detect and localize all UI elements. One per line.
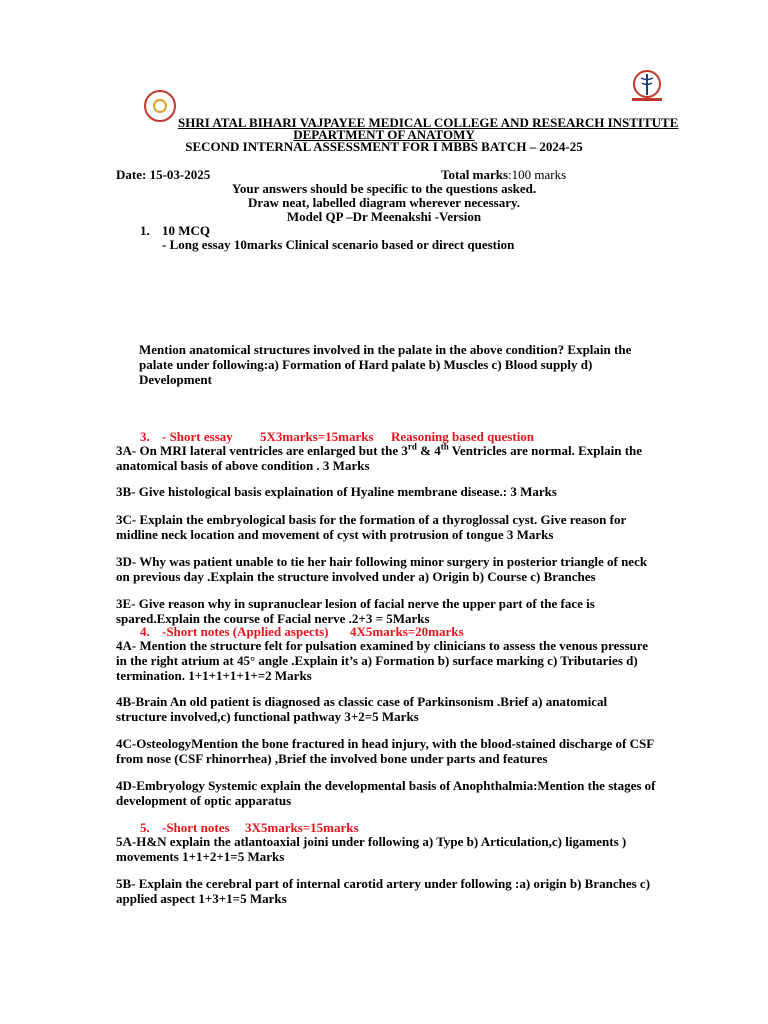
question-5a: 5A-H&N explain the atlantoaxial joini under following a) Type b) Articulation,c) ligaments ) movements 1+1+2+1=5 Marks [116,834,627,864]
karnataka-emblem-logo [144,90,176,122]
section-1-title: 10 MCQ [162,223,211,238]
question-3e: 3E- Give reason why in supranuclear lesion of facial nerve the upper part of the face is spared.Explain the course of Facial nerve .2+3 = 5Marks [116,596,595,626]
long-essay-heading: - Long essay 10marks Clinical scenario based or direct question [162,237,515,252]
exam-date: Date: 15-03-2025 [116,167,211,182]
model-qp-version: Model QP –Dr Meenakshi -Version [286,209,482,224]
section-3-number: 3. [140,429,150,444]
question-4d: 4D-Embryology Systemic explain the developmental basis of Anophthalmia:Mention the stages of development of optic apparatus [116,778,656,808]
question-3c: 3C- Explain the embryological basis for the formation of a thyroglossal cyst. Give reason for midline neck location and movement of cyst with protrusion of tongue 3 Marks [116,512,627,542]
instruction-diagram: Draw neat, labelled diagram wherever necessary. [247,195,521,210]
question-3b: 3B- Give histological basis explaination of Hyaline membrane disease.: 3 Marks [116,484,557,499]
section-5-number: 5. [140,820,150,835]
section-4-marks: 4X5marks=20marks [350,624,464,639]
question-5b: 5B- Explain the cerebral part of internal carotid artery under following :a) origin b) Branches c) applied aspect 1+3+1=5 Marks [116,876,651,906]
section-3-title: - Short essay [162,429,233,444]
section-1-number: 1. [140,223,150,238]
question-3d: 3D- Why was patient unable to tie her hair following minor surgery in posterior triangle of neck on previous day .Explain the structure involved under a) Origin b) Course c) Branches [116,554,648,584]
department-name: DEPARTMENT OF ANATOMY [293,127,475,142]
section-4-title: -Short notes (Applied aspects) [162,624,329,639]
question-4a: 4A- Mention the structure felt for pulsation examined by clinicians to assess the venous pressure in the right atrium at 45° angle .Explain it’s a) Formation b) surface marking c) Tributaries d) termination. 1+1+1+1+1+=2 Marks [116,638,649,683]
question-3a: 3A- On MRI lateral ventricles are enlarged but the 3rd & 4th Ventricles are normal. Explain the anatomical basis of above condition . 3 Marks [116,441,643,473]
section-3-note: Reasoning based question [391,429,535,444]
question-4b: 4B-Brain An old patient is diagnosed as classic case of Parkinsonism .Brief a) anatomical structure involved,c) functional pathway 3+2=5 Marks [116,694,608,724]
question-4c: 4C-OsteologyMention the bone fractured in head injury, with the blood-stained discharge of CSF from nose (CSF rhinorrhea) ,Brief the involved bone under parts and features [116,736,655,766]
section-5-marks: 3X5marks=15marks [245,820,359,835]
long-essay-question: Mention anatomical structures involved in the palate in the above condition? Explain the palate under following:a) Formation of Hard palate b) Muscles c) Blood supply d) Development [139,342,632,387]
total-marks: Total marks:100 marks [441,167,567,182]
college-caduceus-logo [626,68,668,104]
institute-name: SHRI ATAL BIHARI VAJPAYEE MEDICAL COLLEGE AND RESEARCH INSTITUTE [178,115,679,130]
section-5-title: -Short notes [162,820,230,835]
section-4-number: 4. [140,624,150,639]
instruction-specific: Your answers should be specific to the questions asked. [231,181,537,196]
section-3-marks: 5X3marks=15marks [260,429,374,444]
assessment-title: SECOND INTERNAL ASSESSMENT FOR I MBBS BATCH – 2024-25 [185,139,583,154]
